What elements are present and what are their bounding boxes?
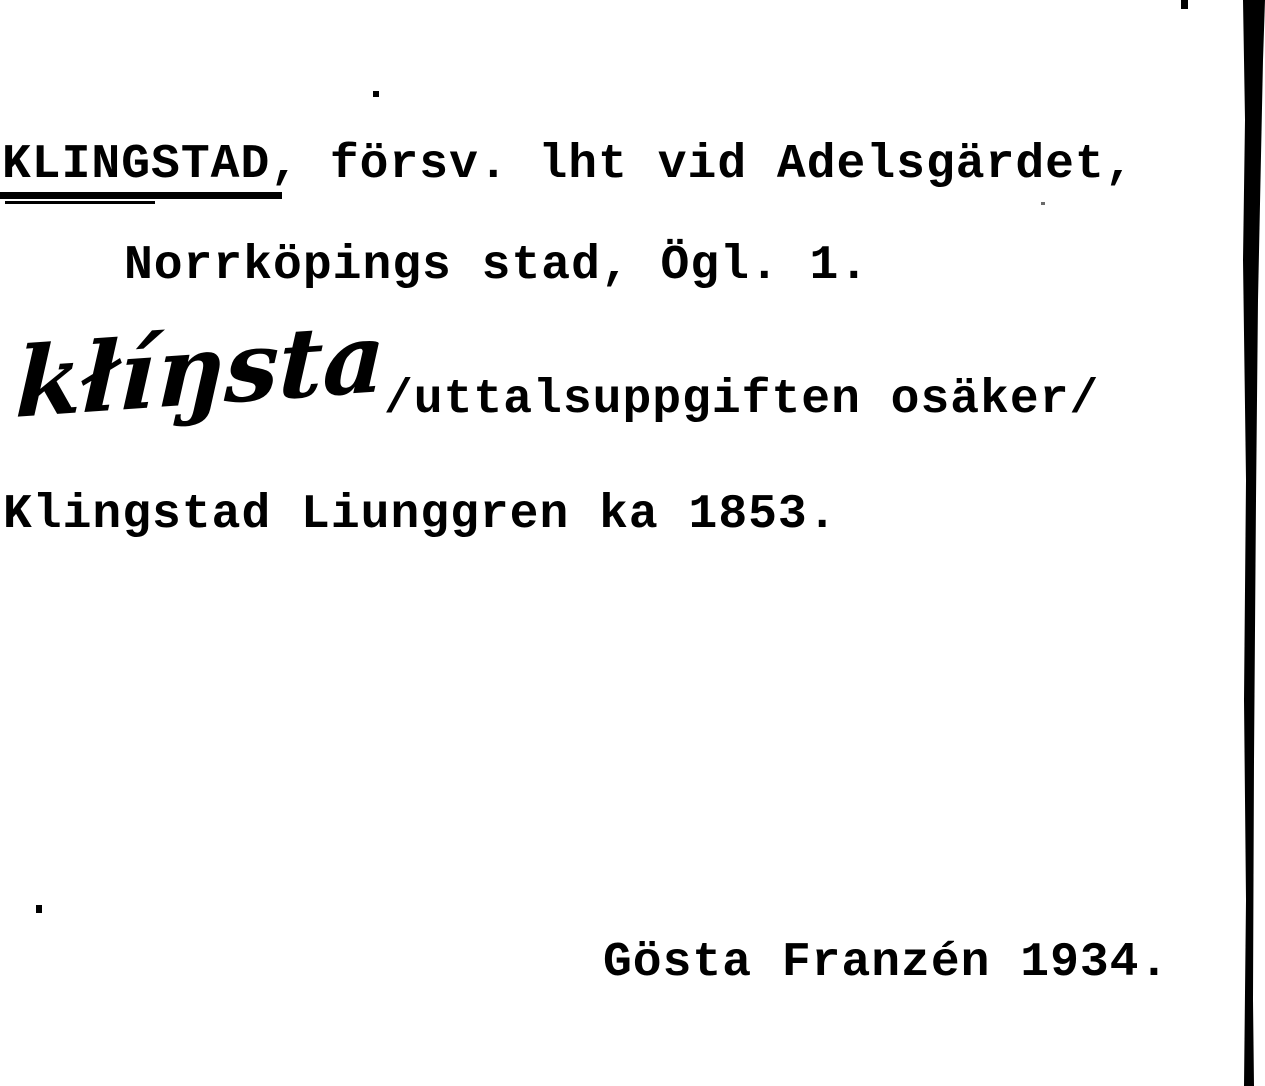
attribution: Gösta Franzén 1934. bbox=[603, 936, 1170, 990]
headword-descriptor: , försv. lht vid Adelsgärdet, bbox=[270, 138, 1135, 192]
headword-underline-echo bbox=[5, 201, 155, 204]
headword: KLINGSTAD bbox=[2, 138, 271, 192]
headword-line bbox=[2, 138, 1135, 192]
source-reference: Klingstad Liunggren ka 1853. bbox=[3, 488, 838, 542]
locality-line: Norrköpings stad, Ögl. 1. bbox=[124, 239, 870, 293]
handwritten-phonetic-transcription: kłíŋsta bbox=[13, 300, 388, 441]
ink-speck bbox=[1041, 202, 1045, 205]
headword-underline bbox=[0, 192, 282, 199]
scan-edge-artifact bbox=[1239, 0, 1265, 1086]
ink-speck bbox=[36, 905, 42, 913]
scan-edge-notch-artifact bbox=[1181, 0, 1188, 9]
ink-speck bbox=[373, 91, 379, 97]
pronunciation-note: /uttalsuppgiften osäker/ bbox=[384, 373, 1100, 427]
